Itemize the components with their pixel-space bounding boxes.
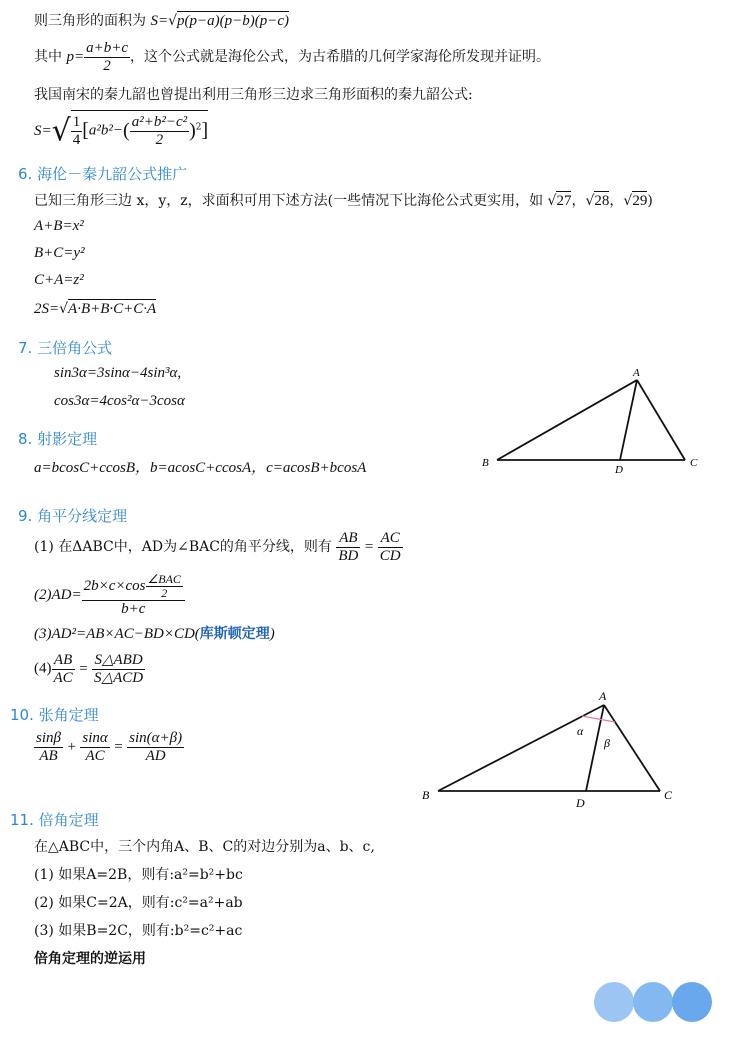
bisector-length: (2)AD= 2b×c×cos $\frac{\text{∠BAC}}{2}$ b+c (34, 573, 185, 618)
double-angle-converse: 倍角定理的逆运用 (34, 951, 146, 967)
projection-theorem: a=bcosC+ccosB，b=acosC+ccosA，c=acosB+bcosA (34, 460, 367, 476)
eq-2s: 2S=√A·B+B·C+C·A (34, 301, 157, 317)
tension-angle-formula: $\frac{\sin\beta}{AB}$ + $\frac{\sin\alpha}{AC}$ = $\frac{\sin(\alpha+\beta)}{AD}$ (36, 730, 183, 764)
section-11-heading: 11. 倍角定理 (10, 811, 99, 829)
bisector-ratio: (1) 在ΔABC中，AD为∠BAC的角平分线，则有 $\frac{AB}{BD}$ = $\frac{AC}{CD}$ (34, 530, 401, 564)
cos-triple-angle: cos3α=4cos²α−3cosα (54, 393, 185, 409)
label-a: A (633, 367, 640, 379)
label-c: C (690, 457, 698, 469)
p-definition-line: 其中 p= $\frac{a+b+c}{2}$ ，这个公式就是海伦公式，为古希腊的几何学家海伦所发现并证明。 (34, 40, 550, 74)
section-6-heading: 6. 海伦－秦九韶公式推广 (18, 165, 188, 183)
double-angle-case-1: (1) 如果A=2B，则有:a²=b²+bc (34, 867, 243, 883)
label-alpha: α (577, 724, 584, 738)
section-9-heading: 9. 角平分线定理 (18, 507, 128, 525)
label-b: B (422, 788, 430, 802)
sin-triple-angle: sin3α=3sinα−4sin³α, (54, 365, 182, 381)
section-7-heading: 7. 三倍角公式 (18, 339, 113, 357)
decor-circle-1 (594, 982, 634, 1022)
angle-arc (582, 716, 615, 722)
decor-circle-2 (633, 982, 673, 1022)
decor-circle-3 (672, 982, 712, 1022)
eq-b-plus-c: B+C=y² (34, 245, 85, 261)
label-d: D (576, 796, 585, 810)
side-ac (637, 380, 685, 460)
segment-ad (620, 380, 637, 460)
side-ab (497, 380, 637, 460)
figure-tension-triangle (418, 685, 688, 815)
eq-a-plus-b: A+B=x² (34, 218, 84, 234)
label-beta: β (604, 736, 610, 750)
section-6-intro: 已知三角形三边 x，y，z，求面积可用下述方法(一些情况下比海伦公式更实用，如 √27，√28，√29) (34, 193, 653, 209)
area-ratio: (4) $\frac{AB}{AC}$ = $\frac{\text{S△ABD}}{\text{S△ACD}}$ (34, 652, 144, 686)
heron-area-line: 则三角形的面积为 S=√p(p−a)(p−b)(p−c) (34, 13, 289, 29)
figure-projection-triangle (470, 362, 710, 482)
label-d: D (615, 464, 623, 476)
section-10-heading: 10. 张角定理 (10, 706, 99, 724)
label-a: A (599, 689, 607, 703)
double-angle-case-3: (3) 如果B=2C，则有:b²=c²+ac (34, 923, 243, 939)
section-8-heading: 8. 射影定理 (18, 430, 98, 448)
side-ac (604, 705, 660, 791)
label-b: B (482, 457, 489, 469)
qin-formula: S=√ $\frac{1}{4}$ [a²b²−( $\frac{\text{a²+b²−c²}}{2}$ )$^2$] (34, 110, 208, 149)
side-ab (438, 705, 604, 791)
double-angle-case-2: (2) 如果C=2A，则有:c²=a²+ab (34, 895, 243, 911)
stewart-line: (3)AD²=AB×AC−BD×CD(库斯顿定理) (34, 626, 275, 642)
label-c: C (664, 788, 673, 802)
eq-c-plus-a: C+A=z² (34, 272, 84, 288)
qin-intro-line: 我国南宋的秦九韶也曾提出利用三角形三边求三角形面积的秦九韶公式: (34, 87, 473, 103)
double-angle-intro: 在△ABC中，三个内角A、B、C的对边分别为a、b、c, (34, 839, 375, 855)
